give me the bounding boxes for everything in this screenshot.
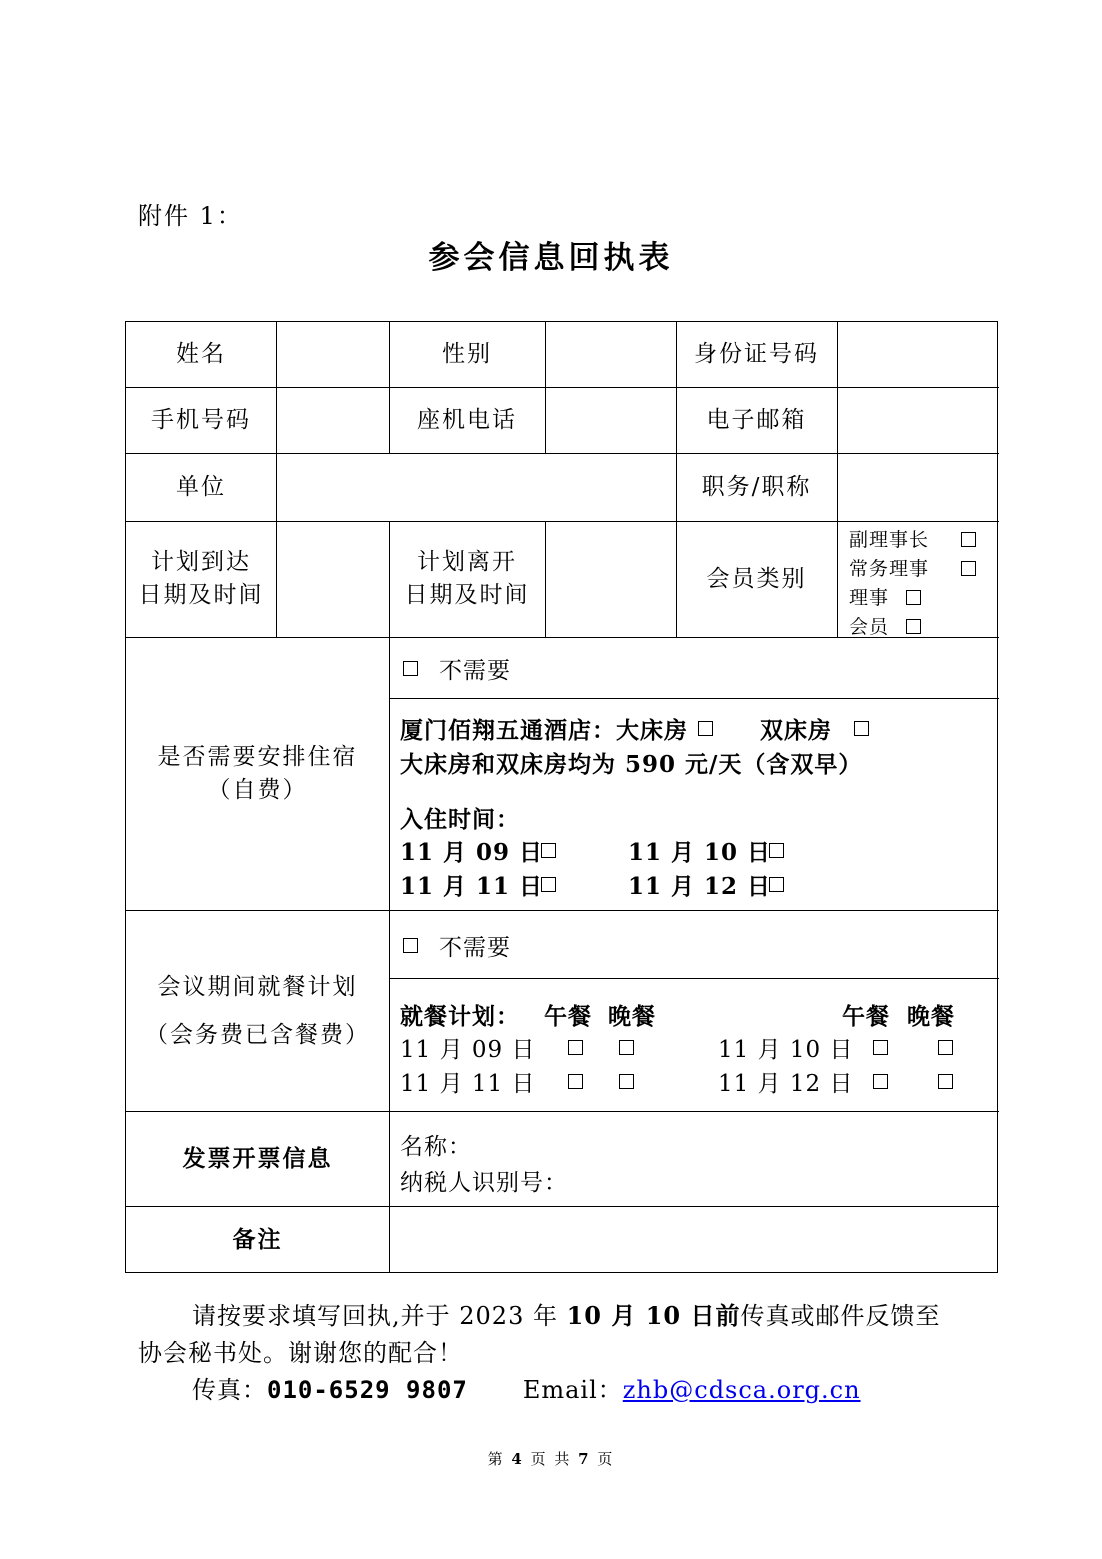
member-type-vice-chair: [849, 525, 929, 552]
lodging-not-needed-label: 不需要: [439, 658, 511, 684]
director-checkbox[interactable]: [906, 590, 921, 605]
form-title: 参会信息回执表: [428, 240, 674, 276]
room-price: 大床房和双床房均为 590 元/天（含双早）: [400, 751, 863, 778]
member-type-label: 会员类别: [706, 565, 807, 592]
deadline-text: 10 月 10 日前: [566, 1301, 741, 1330]
king-room-checkbox[interactable]: [698, 721, 713, 736]
row-divider: [389, 698, 999, 699]
unit-field[interactable]: [276, 453, 676, 521]
dinner-checkbox[interactable]: [619, 1040, 634, 1055]
meal-date: 11 月 10 日: [718, 1037, 854, 1063]
checkin-date-checkbox[interactable]: [769, 843, 784, 858]
email-label: 电子邮箱: [706, 406, 807, 433]
checkin-date-checkbox[interactable]: [541, 877, 556, 892]
member-type-member: [849, 612, 889, 639]
invoice-label: 发票开票信息: [182, 1145, 333, 1172]
landline-label: 座机电话: [417, 406, 517, 433]
checkin-label: 入住时间：: [400, 806, 520, 833]
lunch-checkbox[interactable]: [568, 1074, 583, 1089]
meals-label: [126, 910, 389, 1111]
id-number-field[interactable]: [837, 322, 999, 387]
dinner-header: 晚餐: [907, 1003, 955, 1030]
member-checkbox[interactable]: [906, 619, 921, 634]
lunch-checkbox[interactable]: [873, 1040, 888, 1055]
lodging-not-needed-checkbox[interactable]: [403, 661, 418, 676]
row-divider: [389, 978, 999, 979]
member-type-text: 理事: [849, 587, 890, 609]
footer-text: 页: [590, 1450, 615, 1468]
remarks-field[interactable]: [389, 1206, 999, 1272]
lunch-checkbox[interactable]: [568, 1040, 583, 1055]
instruction-line2: 协会秘书处。谢谢您的配合！: [138, 1339, 463, 1367]
name-label: 姓名: [176, 341, 226, 367]
lodging-label-line1: 是否需要安排住宿: [157, 743, 358, 770]
member-type-executive: [849, 554, 929, 581]
lunch-header: 午餐: [544, 1003, 592, 1030]
checkin-date: 11 月 12 日: [628, 873, 772, 900]
dinner-checkbox[interactable]: [938, 1074, 953, 1089]
registration-table: [125, 321, 998, 1273]
dinner-checkbox[interactable]: [938, 1040, 953, 1055]
lunch-checkbox[interactable]: [873, 1074, 888, 1089]
arrival-label-line2: 日期及时间: [138, 582, 264, 608]
gender-label: 性别: [442, 341, 492, 367]
total-pages: 7: [578, 1450, 591, 1468]
meal-date: 11 月 09 日: [400, 1037, 536, 1063]
member-type-text: 副理事长: [849, 529, 930, 551]
mobile-label: 手机号码: [151, 406, 251, 433]
landline-field[interactable]: [545, 387, 676, 453]
email-label: Email：: [522, 1376, 623, 1404]
footer-text: 页 共: [523, 1450, 579, 1468]
instruction-line1: [192, 1296, 940, 1331]
member-type-text: 常务理事: [849, 558, 930, 580]
dinner-checkbox[interactable]: [619, 1074, 634, 1089]
member-type-director: [849, 583, 889, 610]
arrival-field[interactable]: [276, 521, 389, 637]
invoice-taxpayer-field[interactable]: 纳税人识别号：: [400, 1170, 568, 1196]
meal-plan-label: 就餐计划：: [400, 1003, 520, 1030]
mobile-field[interactable]: [276, 387, 389, 453]
meal-date: 11 月 12 日: [718, 1071, 854, 1097]
position-label: 职务/职称: [701, 473, 812, 500]
fax-number: 010-6529 9807: [267, 1376, 468, 1404]
fax-label: 传真：: [192, 1376, 267, 1404]
meals-not-needed-label: 不需要: [439, 935, 511, 961]
attachment-label: 附件 1：: [138, 202, 243, 230]
id-number-label: 身份证号码: [694, 341, 819, 367]
arrival-label-line1: 计划到达: [151, 549, 251, 575]
email-field[interactable]: [837, 387, 999, 453]
meals-not-needed-checkbox[interactable]: [403, 938, 418, 953]
instruction-text: 请按要求填写回执,并于 2023 年: [192, 1302, 567, 1330]
dinner-header: 晚餐: [608, 1003, 656, 1030]
name-field[interactable]: [276, 322, 389, 387]
executive-director-checkbox[interactable]: [961, 561, 976, 576]
page-footer: [0, 1448, 1102, 1469]
remarks-label: 备注: [232, 1225, 283, 1253]
lunch-header: 午餐: [842, 1003, 890, 1030]
meal-date: 11 月 11 日: [400, 1071, 536, 1097]
arrival-label: [126, 521, 276, 637]
meals-label-line1: 会议期间就餐计划: [157, 973, 358, 1000]
footer-text: 第: [487, 1450, 512, 1468]
unit-label: 单位: [176, 473, 226, 500]
departure-label: [389, 521, 545, 637]
hotel-king-label: 厦门佰翔五通酒店：大床房: [400, 717, 688, 744]
twin-room-label: 双床房: [760, 717, 832, 744]
vice-chair-checkbox[interactable]: [961, 532, 976, 547]
member-type-text: 会员: [849, 616, 890, 638]
twin-room-checkbox[interactable]: [854, 721, 869, 736]
contact-line: [192, 1370, 861, 1405]
lodging-label-line2: （自费）: [207, 776, 308, 803]
departure-label-line1: 计划离开: [417, 549, 517, 575]
instruction-text: 传真或邮件反馈至: [740, 1302, 941, 1330]
email-link[interactable]: zhb@cdsca.org.cn: [622, 1376, 861, 1404]
departure-label-line2: 日期及时间: [404, 582, 530, 608]
checkin-date-checkbox[interactable]: [541, 843, 556, 858]
current-page: 4: [511, 1450, 524, 1468]
checkin-date: 11 月 09 日: [400, 839, 544, 866]
checkin-date: 11 月 11 日: [400, 873, 544, 900]
departure-field[interactable]: [545, 521, 676, 637]
meals-label-line2: （会务费已含餐费）: [145, 1021, 370, 1048]
gender-field[interactable]: [545, 322, 676, 387]
lodging-label: [126, 637, 389, 910]
position-field[interactable]: [837, 453, 999, 521]
checkin-date-checkbox[interactable]: [769, 877, 784, 892]
invoice-name-field[interactable]: 名称：: [400, 1134, 472, 1160]
checkin-date: 11 月 10 日: [628, 839, 772, 866]
